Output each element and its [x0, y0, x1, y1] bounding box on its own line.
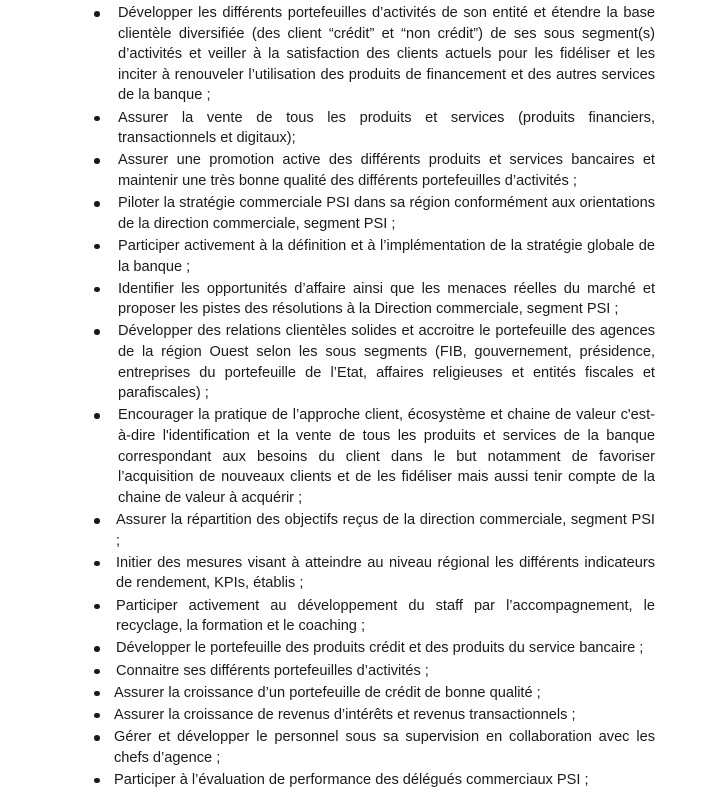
- bullet-icon: [94, 518, 100, 524]
- list-item-text: Participer à l’évaluation de performance des délégués commerciaux PSI ;: [114, 771, 589, 788]
- list-item: [0, 321, 711, 403]
- list-item-text: Gérer et développer le personnel sous sa supervision en collaboration avec les chefs d’agence ;: [114, 729, 655, 766]
- bullet-icon: [94, 669, 100, 675]
- bullet-icon: [94, 713, 100, 719]
- list-item: [0, 661, 711, 682]
- list-item: [0, 770, 711, 791]
- bullet-icon: [94, 244, 100, 250]
- list-item: [0, 553, 711, 594]
- list-item: [0, 108, 711, 149]
- list-item: [0, 236, 711, 277]
- list-item-text: Initier des mesures visant à atteindre au niveau régional les différents indicateurs de rendement, KPIs, établis ;: [116, 554, 655, 592]
- list-item-text: Participer activement au développement du staff par l’accompagnement, le recyclage, la formation et le coaching ;: [116, 597, 655, 635]
- list-item-text: Assurer une promotion active des différents produits et services bancaires et maintenir une très bonne qualité des différents portefeuilles d’activités ;: [118, 152, 655, 189]
- list-item: [0, 193, 711, 234]
- bullet-icon: [94, 287, 100, 293]
- responsibilities-list: [0, 3, 711, 792]
- list-item: [0, 638, 711, 659]
- list-item: [0, 705, 711, 726]
- list-item: [0, 727, 711, 768]
- list-item-text: Identifier les opportunités d’affaire ainsi que les menaces réelles du marché et proposer les pistes des résolutions à la Direction commerciale, segment PSI ;: [118, 280, 655, 318]
- bullet-icon: [94, 201, 100, 207]
- bullet-icon: [94, 691, 100, 697]
- list-item-text: Assurer la croissance d’un portefeuille de crédit de bonne qualité ;: [114, 684, 541, 701]
- bullet-icon: [94, 11, 100, 17]
- list-item-text: Connaitre ses différents portefeuilles d’activités ;: [116, 662, 429, 679]
- list-item: [0, 683, 711, 704]
- list-item-text: Développer le portefeuille des produits crédit et des produits du service bancaire ;: [116, 640, 644, 657]
- list-item-text: Développer les différents portefeuilles d’activités de son entité et étendre la base clientèle diversifiée (des client “crédit” et “non crédit”) de ses sous segment(s) d’activités et veiller à la satisfaction des clients actuels pour les fidéliser et les inciter à renouveler l’utilisation des produits de financement et des autres services de la banque ;: [118, 5, 655, 104]
- bullet-icon: [94, 116, 100, 122]
- bullet-icon: [94, 778, 100, 784]
- list-item: [0, 405, 711, 508]
- list-item: [0, 510, 711, 551]
- list-item-text: Participer activement à la définition et à l’implémentation de la stratégie globale de la banque ;: [118, 237, 655, 275]
- list-item-text: Assurer la croissance de revenus d’intérêts et revenus transactionnels ;: [114, 706, 576, 723]
- list-item-text: Assurer la vente de tous les produits et services (produits financiers, transactionnels et digitaux);: [118, 109, 655, 147]
- list-item: [0, 150, 711, 191]
- list-item: [0, 596, 711, 637]
- bullet-icon: [94, 413, 100, 419]
- list-item: [0, 279, 711, 320]
- list-item: [0, 3, 711, 106]
- bullet-icon: [94, 735, 100, 741]
- list-item-text: Assurer la répartition des objectifs reçus de la direction commerciale, segment PSI ;: [116, 512, 655, 549]
- bullet-icon: [94, 329, 100, 335]
- list-item-text: Développer des relations clientèles solides et accroitre le portefeuille des agences de la région Ouest selon les sous segments (FIB, gouvernement, présidence, entreprises du portefeuille de l’Etat, affaires religieuses et entités fiscales et parafiscales) ;: [118, 323, 655, 402]
- list-item-text: Piloter la stratégie commerciale PSI dans sa région conformément aux orientations de la direction commerciale, segment PSI ;: [118, 195, 655, 232]
- bullet-icon: [94, 646, 100, 652]
- bullet-icon: [94, 158, 100, 164]
- bullet-icon: [94, 561, 100, 567]
- list-item-text: Encourager la pratique de l’approche client, écosystème et chaine de valeur c'est-à-dire l'identification et la vente de tous les produits et services de la banque correspondant aux besoins du client dans le but notamment de favoriser l’acquisition de nouveaux clients et de les fidéliser mais aussi tenir compte de la chaine de valeur à acquérir ;: [118, 407, 655, 506]
- bullet-icon: [94, 604, 100, 610]
